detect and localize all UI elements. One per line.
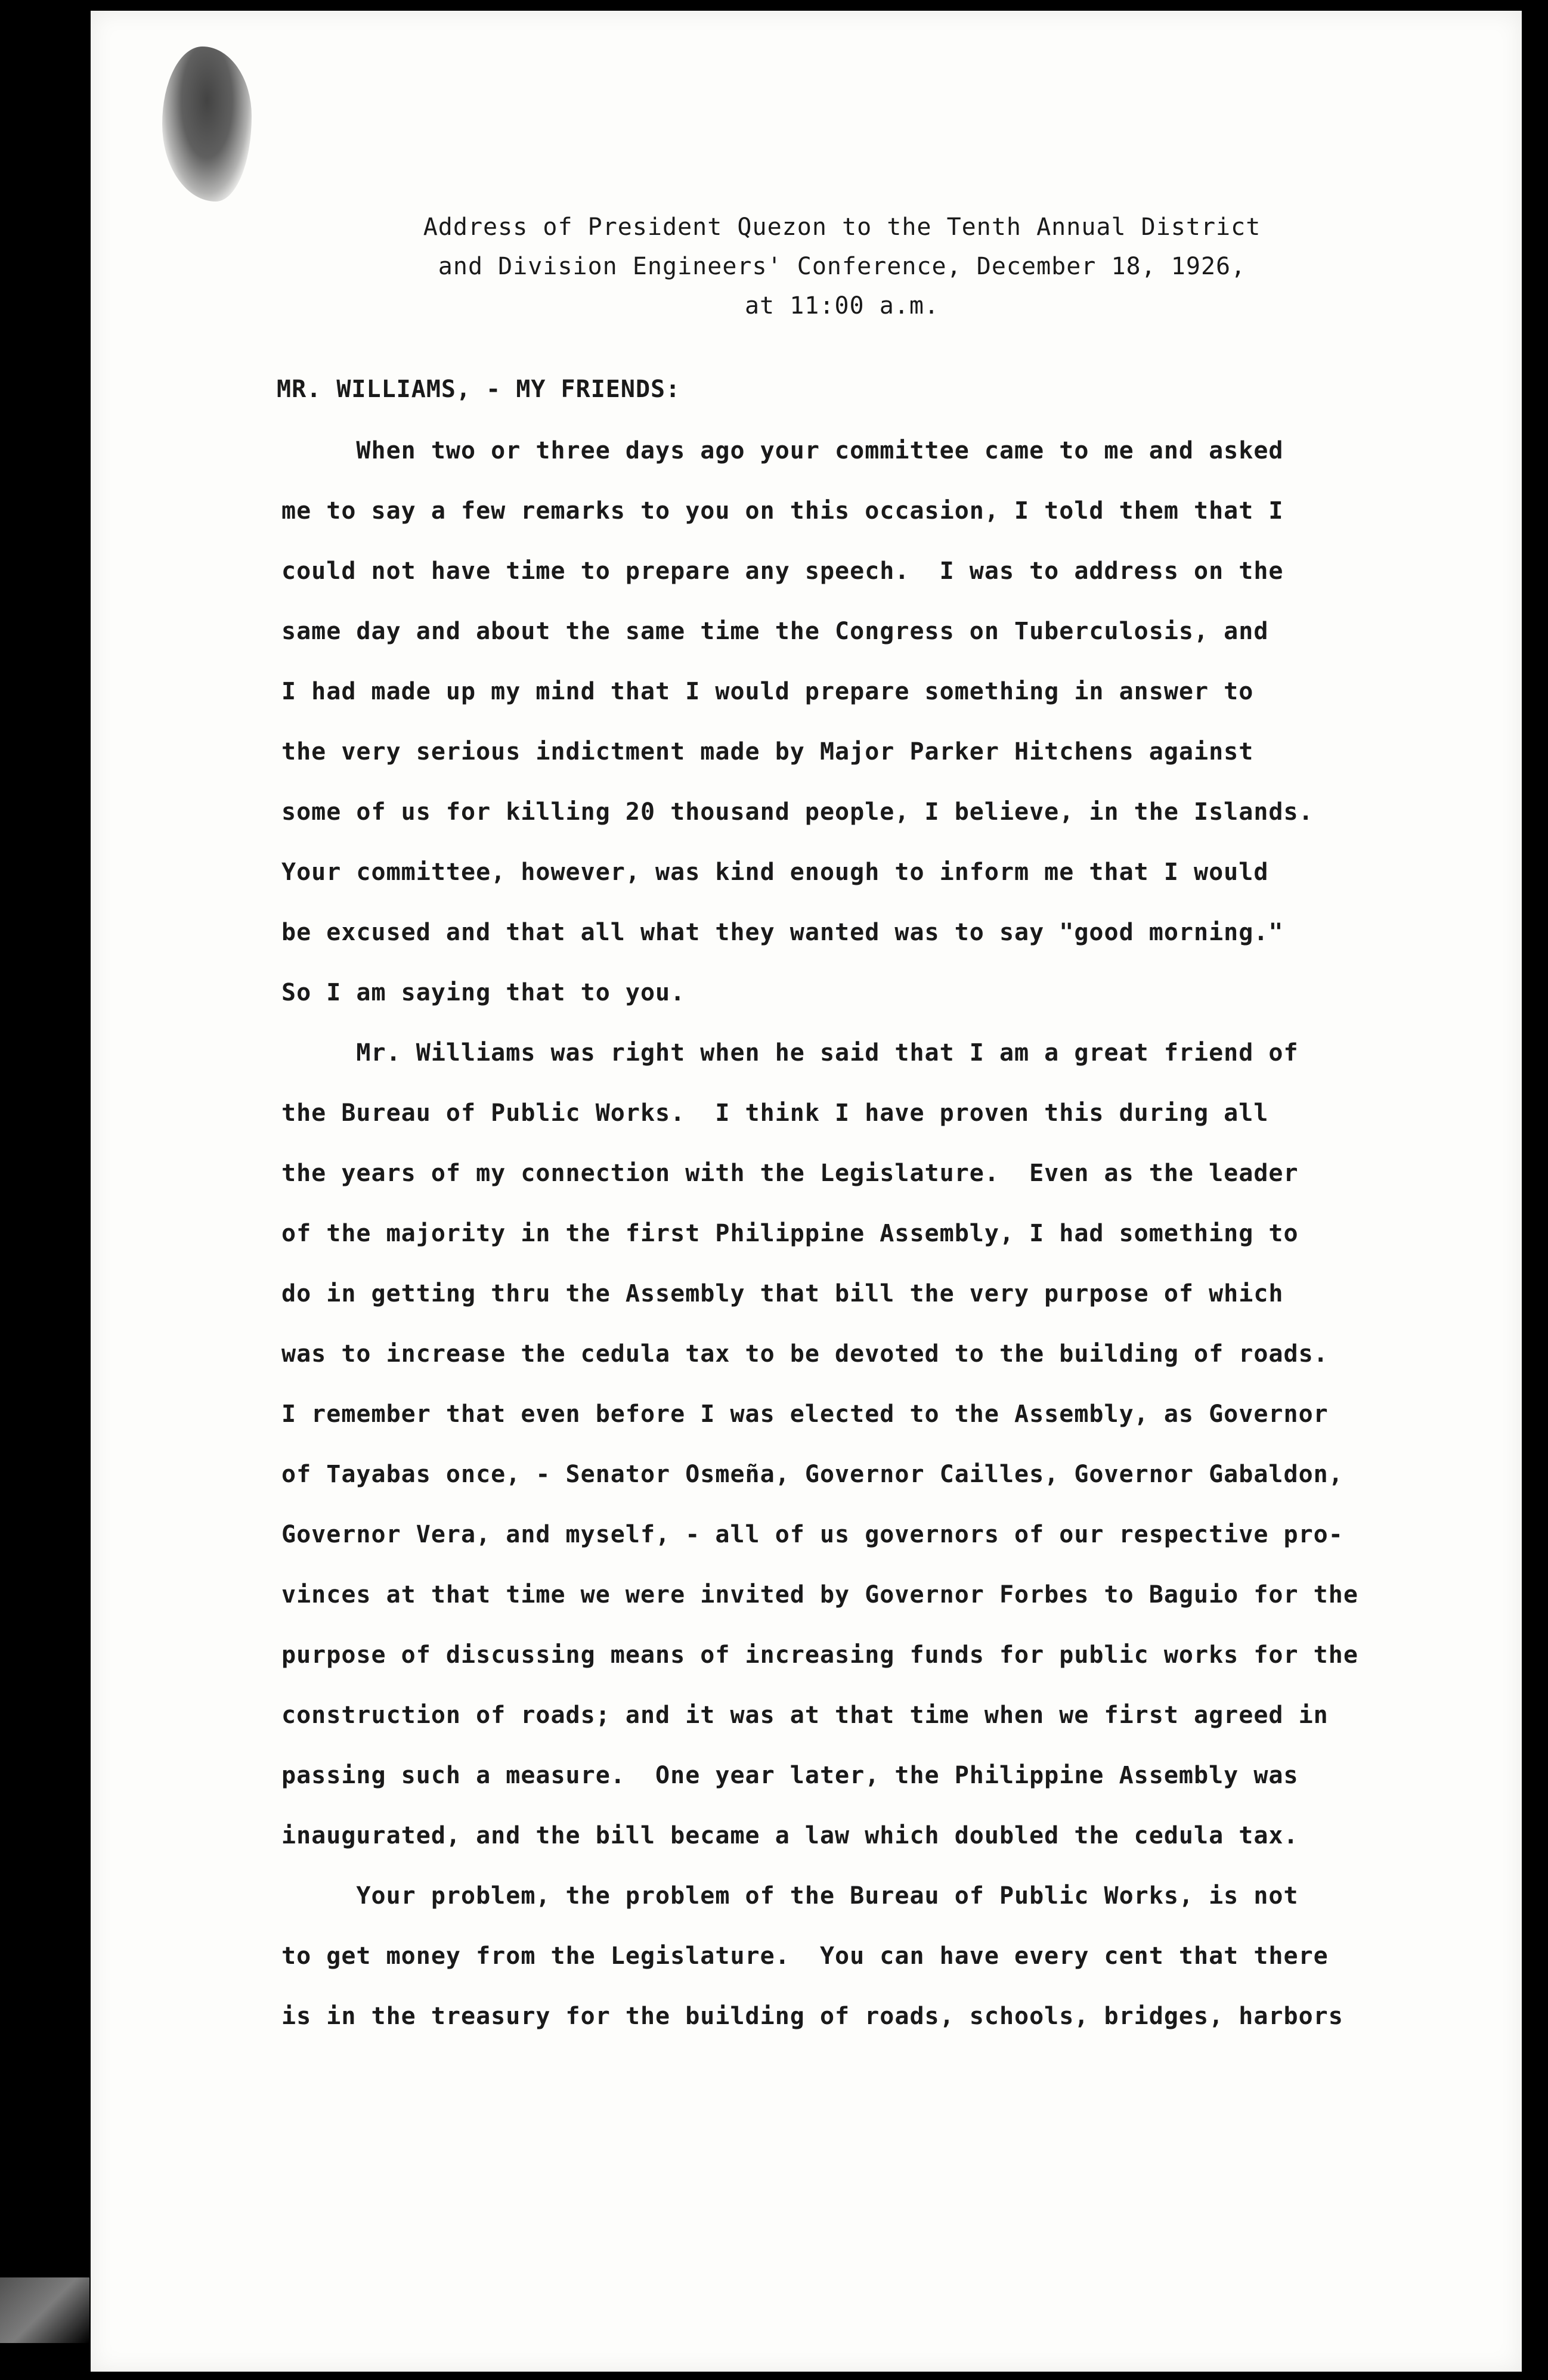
body-line: construction of roads; and it was at that time when we first agreed in: [281, 1702, 1329, 1729]
body-line: could not have time to prepare any speech. I was to address on the: [281, 557, 1284, 585]
ink-smudge: [162, 47, 252, 202]
body-line: be excused and that all what they wanted was to say "good morning.": [281, 919, 1284, 946]
body-line: me to say a few remarks to you on this occasion, I told them that I: [281, 497, 1284, 525]
clip-mark: [0, 2277, 89, 2343]
body-line: passing such a measure. One year later, the Philippine Assembly was: [281, 1762, 1299, 1789]
body-line: the Bureau of Public Works. I think I have proven this during all: [281, 1099, 1269, 1127]
header-line-1: Address of President Quezon to the Tenth Annual District: [423, 213, 1261, 241]
body-line: Governor Vera, and myself, - all of us governors of our respective pro-: [281, 1521, 1343, 1548]
salutation: MR. WILLIAMS, - MY FRIENDS:: [277, 376, 681, 403]
body-line: same day and about the same time the Congress on Tuberculosis, and: [281, 618, 1269, 645]
body-line: the very serious indictment made by Major Parker Hitchens against: [281, 738, 1254, 766]
body-line: was to increase the cedula tax to be devoted to the building of roads.: [281, 1340, 1329, 1368]
body-line: vinces at that time we were invited by Governor Forbes to Baguio for the: [281, 1581, 1358, 1609]
body-line: Your problem, the problem of the Bureau of Public Works, is not: [281, 1882, 1299, 1910]
body-line: So I am saying that to you.: [281, 979, 686, 1006]
body-line: I had made up my mind that I would prepare something in answer to: [281, 678, 1254, 705]
body-line: do in getting thru the Assembly that bill the very purpose of which: [281, 1280, 1284, 1307]
header-line-3: at 11:00 a.m.: [744, 292, 940, 320]
body-line: I remember that even before I was elected to the Assembly, as Governor: [281, 1400, 1329, 1428]
body-line: inaugurated, and the bill became a law which doubled the cedula tax.: [281, 1822, 1299, 1849]
body-line: of the majority in the first Philippine Assembly, I had something to: [281, 1220, 1299, 1247]
document-page: [91, 11, 1522, 2372]
body-line: is in the treasury for the building of roads, schools, bridges, harbors: [281, 2003, 1343, 2030]
body-line: of Tayabas once, - Senator Osmeña, Governor Cailles, Governor Gabaldon,: [281, 1461, 1343, 1488]
body-line: When two or three days ago your committee came to me and asked: [281, 437, 1284, 464]
body-line: Mr. Williams was right when he said that I am a great friend of: [281, 1039, 1299, 1067]
body-line: purpose of discussing means of increasing funds for public works for the: [281, 1641, 1358, 1669]
body-line: some of us for killing 20 thousand people, I believe, in the Islands.: [281, 798, 1314, 826]
body-text: [281, 433, 1498, 2059]
body-line: Your committee, however, was kind enough to inform me that I would: [281, 859, 1269, 886]
header-line-2: and Division Engineers' Conference, December 18, 1926,: [438, 253, 1246, 280]
body-line: the years of my connection with the Legislature. Even as the leader: [281, 1160, 1299, 1187]
document-header: [270, 207, 1414, 326]
body-line: to get money from the Legislature. You can have every cent that there: [281, 1942, 1329, 1970]
